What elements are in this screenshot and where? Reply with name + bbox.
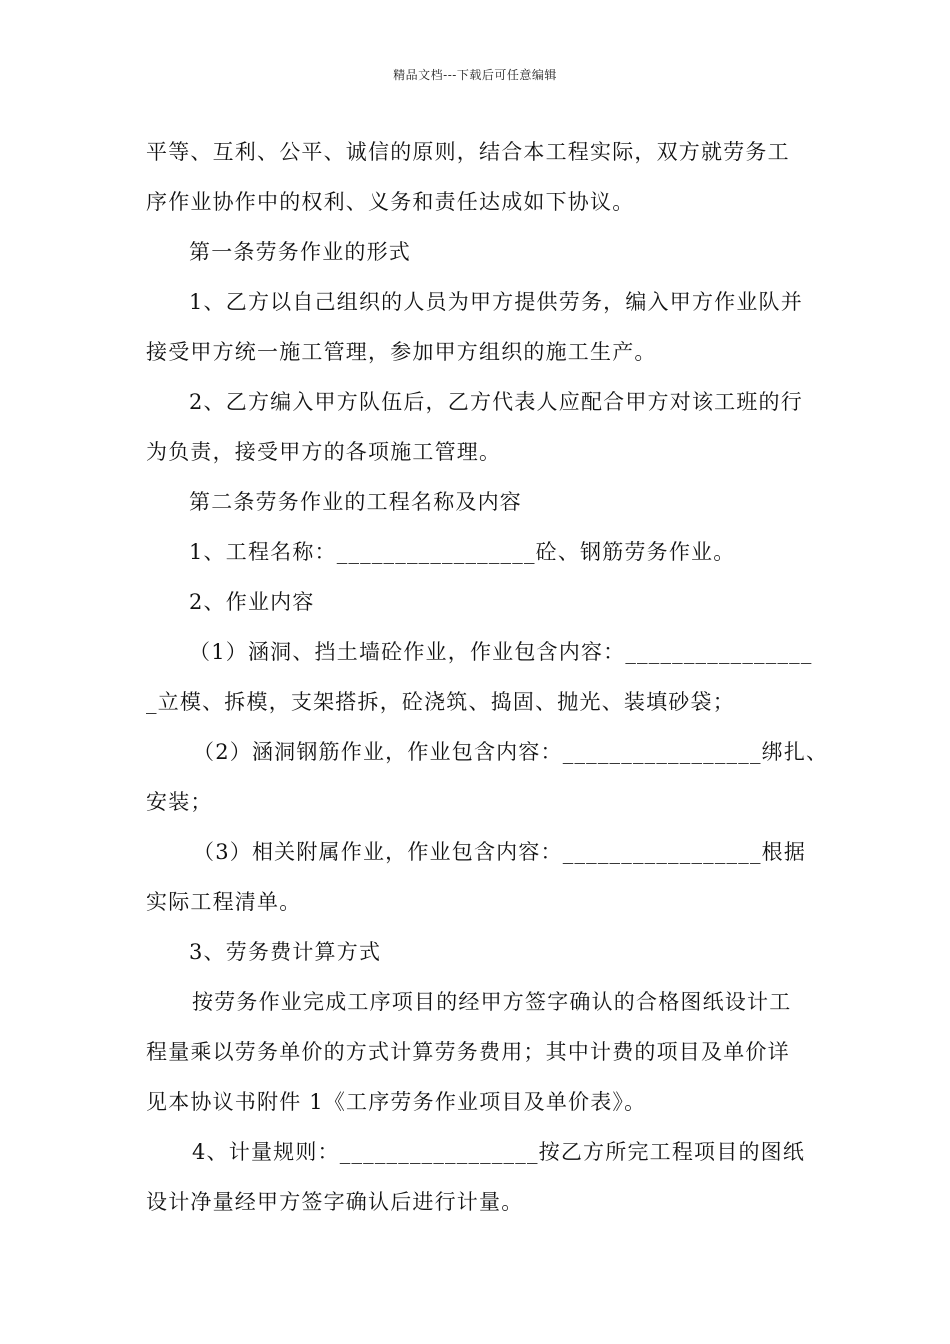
section-heading: 第二条劳务作业的工程名称及内容 <box>189 490 522 514</box>
paragraph-line: 安装； <box>146 790 213 814</box>
paragraph-line: 为负责，接受甲方的各项施工管理。 <box>146 440 502 464</box>
paragraph-line: _立模、拆模，支架搭拆，砼浇筑、捣固、抛光、装填砂袋； <box>146 690 735 714</box>
paragraph-line: 实际工程清单。 <box>146 890 302 914</box>
paragraph-line: 1、乙方以自己组织的人员为甲方提供劳务，编入甲方作业队并 <box>189 290 803 314</box>
paragraph-line: 4、计量规则：_________________按乙方所完工程项目的图纸 <box>192 1140 806 1164</box>
paragraph-line: 见本协议书附件 1《工序劳务作业项目及单价表》。 <box>146 1090 647 1114</box>
paragraph-line: 接受甲方统一施工管理，参加甲方组织的施工生产。 <box>146 340 657 364</box>
section-heading: 3、劳务费计算方式 <box>189 940 382 964</box>
section-heading: 第一条劳务作业的形式 <box>189 240 411 264</box>
paragraph-line: 程量乘以劳务单价的方式计算劳务费用；其中计费的项目及单价详 <box>146 1040 790 1064</box>
paragraph-line: 按劳务作业完成工序项目的经甲方签字确认的合格图纸设计工 <box>192 990 792 1014</box>
page-header: 精品文档---下载后可任意编辑 <box>393 68 557 82</box>
paragraph-line: （1）涵洞、挡土墙砼作业，作业包含内容：________________ <box>189 640 813 664</box>
paragraph-line: （2）涵洞钢筋作业，作业包含内容：_________________绑扎、 <box>193 740 829 764</box>
paragraph-line: 设计净量经甲方签字确认后进行计量。 <box>146 1190 524 1214</box>
paragraph-line: 2、乙方编入甲方队伍后，乙方代表人应配合甲方对该工班的行 <box>189 390 803 414</box>
paragraph-line: 1、工程名称：_________________砼、钢筋劳务作业。 <box>189 540 736 564</box>
paragraph-line: 2、作业内容 <box>189 590 315 614</box>
paragraph-line: 平等、互利、公平、诚信的原则，结合本工程实际，双方就劳务工 <box>146 140 790 164</box>
paragraph-line: 序作业协作中的权利、义务和责任达成如下协议。 <box>146 190 635 214</box>
paragraph-line: （3）相关附属作业，作业包含内容：_________________根据 <box>193 840 807 864</box>
